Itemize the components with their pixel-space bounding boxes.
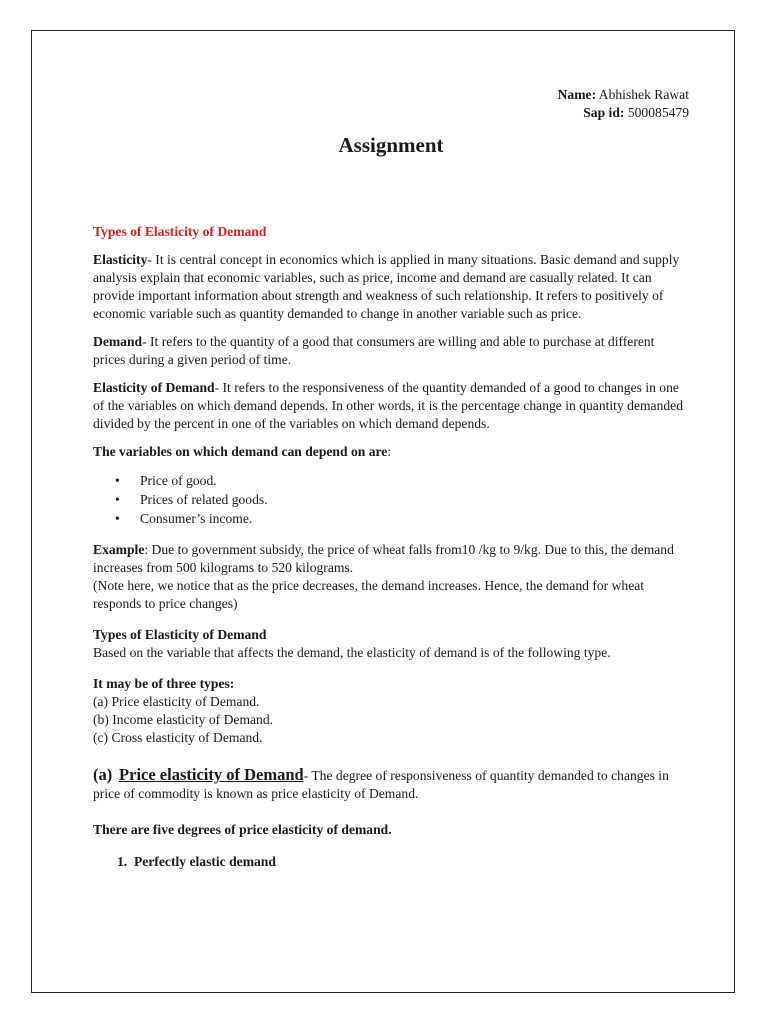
- name-line: [93, 86, 689, 104]
- variables-heading-colon: :: [387, 444, 392, 459]
- types-heading: Types of Elasticity of Demand: [93, 627, 267, 642]
- types-text: Based on the variable that affects the demand, the elasticity of demand is of the following type.: [93, 645, 611, 660]
- page-title: Assignment: [338, 133, 444, 157]
- types-block: [93, 626, 689, 662]
- numbered-item-label: Perfectly elastic demand: [134, 854, 276, 869]
- list-item: [115, 471, 689, 490]
- variables-list: [93, 471, 689, 528]
- sap-value: 500085479: [627, 105, 689, 120]
- example-note: (Note here, we notice that as the price decreases, the demand increases. Hence, the demand for wheat responds to price changes): [93, 578, 645, 611]
- elasticity-paragraph: [93, 251, 689, 323]
- list-item-text: Consumer’s income.: [140, 511, 253, 526]
- elasticity-of-demand-text: - It refers to the responsiveness of the quantity demanded of a good to changes in one of the variables on which demand depends. In other words, it is the percentage change in quantity demanded divided by the percent in one of the variables on which demand depends.: [93, 380, 684, 431]
- three-types-block: [93, 675, 689, 747]
- example-text: : Due to government subsidy, the price of wheat falls from10 /kg to 9/kg. Due to this, the demand increases from 500 kilograms to 520 kilograms.: [93, 542, 674, 575]
- price-elasticity-text: - The degree of responsiveness of quantity demanded to changes in price of commodity is known as price elasticity of Demand.: [93, 768, 669, 801]
- numbered-item: [93, 853, 689, 871]
- list-item: [115, 490, 689, 509]
- sap-label: Sap id:: [583, 105, 625, 120]
- section-heading: Types of Elasticity of Demand: [93, 224, 267, 239]
- bullet-icon: •: [115, 511, 120, 526]
- bullet-icon: •: [115, 492, 120, 507]
- elasticity-of-demand-term: Elasticity of Demand: [93, 380, 215, 395]
- price-elasticity-paragraph: [93, 766, 689, 803]
- demand-paragraph: [93, 333, 689, 369]
- sap-line: [93, 104, 689, 122]
- elasticity-text: - It is central concept in economics which is applied in many situations. Basic demand and supply analysis explain that economic variables, such as price, income and demand are casually related. It can provide important information about strength and weakness of such relationship. It refers to positively of economic variable such as quantity demanded to change in another variable such as price.: [93, 252, 680, 321]
- name-label: Name:: [557, 87, 597, 102]
- demand-text: - It refers to the quantity of a good that consumers are willing and able to purchase at different prices during a given period of time.: [93, 334, 655, 367]
- three-types-heading: It may be of three types:: [93, 676, 235, 691]
- price-elasticity-prefix: (a): [93, 765, 113, 784]
- author-header: [93, 86, 689, 122]
- list-item: [115, 509, 689, 528]
- list-item: (a) Price elasticity of Demand.: [93, 694, 260, 709]
- price-elasticity-heading: Price elasticity of Demand: [119, 765, 304, 784]
- demand-term: Demand: [93, 334, 143, 349]
- list-item: (b) Income elasticity of Demand.: [93, 712, 274, 727]
- list-item-text: Prices of related goods.: [140, 492, 268, 507]
- elasticity-term: Elasticity: [93, 252, 148, 267]
- document-body: [93, 86, 689, 871]
- five-degrees-heading: There are five degrees of price elasticity of demand.: [93, 822, 392, 837]
- example-block: [93, 541, 689, 613]
- list-item: (c) Cross elasticity of Demand.: [93, 730, 263, 745]
- example-paragraph: [93, 541, 689, 577]
- bullet-icon: •: [115, 473, 120, 488]
- variables-heading: [93, 443, 689, 461]
- elasticity-of-demand-paragraph: [93, 379, 689, 433]
- name-value: Abhishek Rawat: [598, 87, 689, 102]
- numbered-item-number: 1.: [117, 854, 128, 869]
- example-term: Example: [93, 542, 145, 557]
- variables-heading-text: The variables on which demand can depend on are: [93, 444, 388, 459]
- list-item-text: Price of good.: [140, 473, 217, 488]
